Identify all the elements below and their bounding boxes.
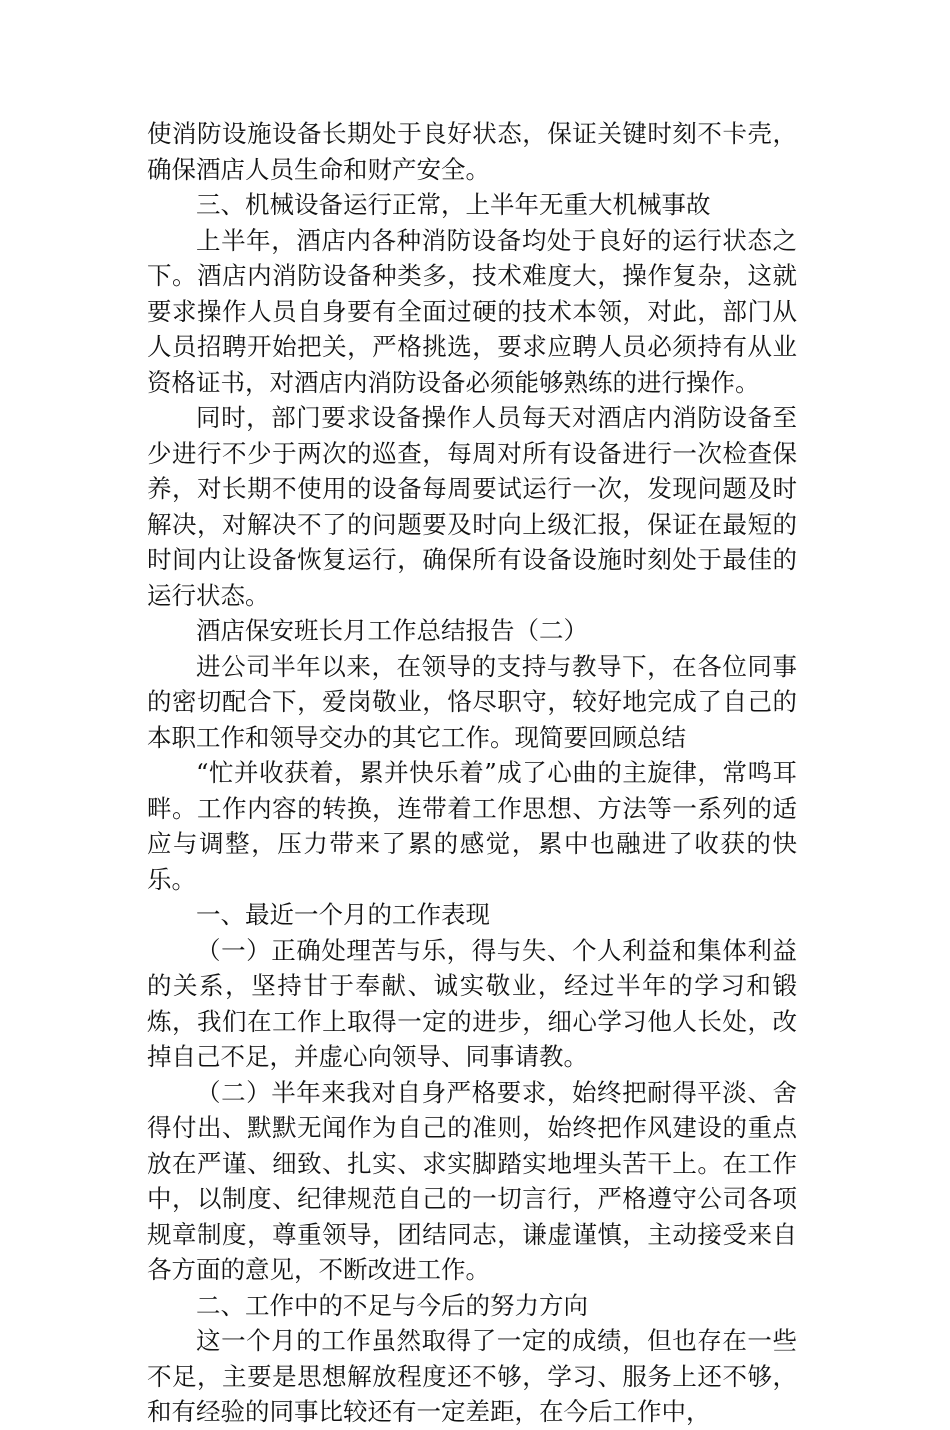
paragraph-8: 这一个月的工作虽然取得了一定的成绩，但也存在一些不足，主要是思想解放程度还不够，学习、服务上还不够，和有经验的同事比较还有一定差距，在今后工作中， — [147, 1326, 797, 1426]
paragraph-4: 进公司半年以来，在领导的支持与教导下，在各位同事的密切配合下，爱岗敬业，恪尽职守，较好地完成了自己的本职工作和领导交办的其它工作。现简要回顾总结 — [147, 651, 797, 752]
paragraph-1: 使消防设施设备长期处于良好状态，保证关键时刻不卡壳，确保酒店人员生命和财产安全。 — [147, 119, 797, 184]
document-body — [147, 116, 797, 1430]
paragraph-6: （一）正确处理苦与乐，得与失、个人利益和集体利益的关系，坚持甘于奉献、诚实敬业，经过半年的学习和锻炼，我们在工作上取得一定的进步，细心学习他人长处，改掉自己不足，并虚心向领导、同事请教。 — [147, 935, 797, 1071]
paragraph-3: 同时，部门要求设备操作人员每天对酒店内消防设备至少进行不少于两次的巡查，每周对所有设备进行一次检查保养，对长期不使用的设备每周要试运行一次，发现问题及时解决，对解决不了的问题要及时向上级汇报，保证在最短的时间内让设备恢复运行，确保所有设备设施时刻处于最佳的运行状态。 — [147, 403, 797, 610]
paragraph-7: （二）半年来我对自身严格要求，始终把耐得平淡、舍得付出、默默无闻作为自己的准则，始终把作风建设的重点放在严谨、细致、扎实、求实脚踏实地埋头苦干上。在工作中，以制度、纪律规范自己的一切言行，严格遵守公司各项规章制度，尊重领导，团结同志，谦虚谨慎，主动接受来自各方面的意见，不断改进工作。 — [147, 1077, 797, 1284]
heading-section-3: 三、机械设备运行正常，上半年无重大机械事故 — [196, 190, 711, 219]
heading-section-2: 二、工作中的不足与今后的努力方向 — [196, 1290, 588, 1320]
paragraph-2: 上半年，酒店内各种消防设备均处于良好的运行状态之下。酒店内消防设备种类多，技术难度大，操作复杂，这就要求操作人员自身要有全面过硬的技术本领，对此，部门从人员招聘开始把关，严格挑选，要求应聘人员必须持有从业资格证书，对酒店内消防设备必须能够熟练的进行操作。 — [147, 225, 797, 397]
report-title: 酒店保安班长月工作总结报告（二） — [196, 616, 588, 645]
heading-section-1: 一、最近一个月的工作表现 — [196, 900, 490, 929]
paragraph-5: “忙并收获着，累并快乐着”成了心曲的主旋律，常鸣耳畔。工作内容的转换，连带着工作思想、方法等一系列的适应与调整，压力带来了累的感觉，累中也融进了收获的快乐。 — [147, 758, 797, 894]
